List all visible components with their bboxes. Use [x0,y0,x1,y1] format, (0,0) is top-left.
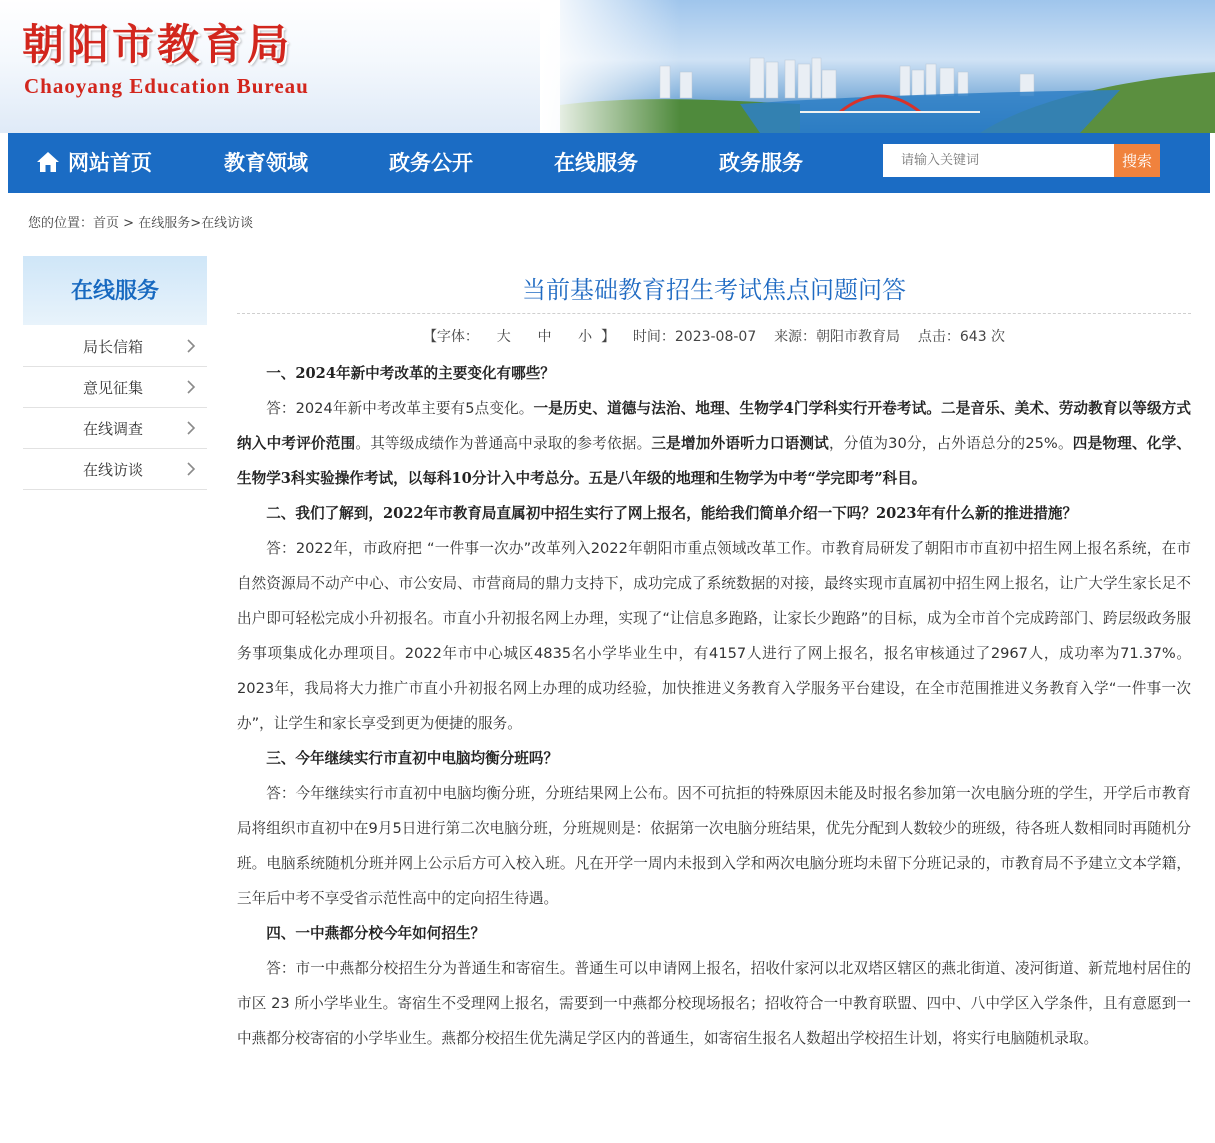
sidebar-title: 在线服务 [70,279,159,304]
breadcrumb [28,212,253,231]
nav-item-online-services[interactable]: 在线服务 [554,151,638,175]
sidebar-item-label: 意见征集 [83,379,144,397]
chevron-right-icon [185,462,197,476]
article-meta [237,326,1191,346]
sidebar-item-online-survey[interactable] [23,408,207,449]
answer-bold-text: 三是增加外语听力口语测试 [651,435,829,452]
chevron-right-icon [185,421,197,435]
question-heading: 一、2024年新中考改革的主要变化有哪些？ [266,365,555,382]
sidebar-item-label: 在线访谈 [83,461,144,479]
font-size-large-link[interactable]: 大 [496,329,511,345]
site-logo-english: Chaoyang Education Bureau [24,74,309,98]
answer-bold-text: 四是物理、化学、生物学3科实验操作考试，以每科10分计入中考总分。五是八年级的地理和生物学为中考“学完即考”科目。 [237,435,1191,487]
answer-paragraph [237,391,1191,496]
publish-time: 时间：2023-08-07 [632,329,757,345]
breadcrumb-section-link[interactable]: 在线服务 [138,216,191,231]
article-title: 当前基础教育招生考试焦点问题问答 [522,276,906,304]
font-size-medium-link[interactable]: 中 [537,329,552,345]
nav-item-label: 网站首页 [68,151,152,175]
font-size-label: 【字体： [422,329,479,345]
chevron-right-icon [185,339,197,353]
question-heading: 三、今年继续实行市直初中电脑均衡分班吗？ [266,750,559,767]
nav-item-education[interactable]: 教育领域 [224,151,308,175]
site-logo-chinese[interactable]: 朝阳市教育局 [22,20,293,69]
answer-paragraph: 答：市一中燕都分校招生分为普通生和寄宿生。普通生可以申请网上报名，招收什家河以北双塔区辖区的燕北街道、凌河街道、新荒地村居住的市区 23 所小学毕业生。寄宿生不受理网上报名，需要到一中燕都分校现场报名；招收符合一中教育联盟、四中、八中学区入学条件，且有意愿到一中燕都分校寄宿的小学毕业生。燕都分校招生优先满足学区内的普通生，如寄宿生报名人数超出学校招生计划，将实行电脑随机录取。 [237,960,1191,1047]
sidebar-menu [23,326,207,490]
question-heading: 二、我们了解到，2022年市教育局直属初中招生实行了网上报名，能给我们简单介绍一下吗？2023年有什么新的推进措施？ [266,505,1078,522]
sidebar-item-label: 局长信箱 [83,338,144,356]
font-size-small-link[interactable]: 小 [578,329,593,345]
answer-bold-text: 一是历史、道德与法治、地理、生物学4门学科实行开卷考试。二是音乐、美术、劳动教育以等级方式纳入中考评价范围 [237,400,1191,452]
breadcrumb-current-link[interactable]: 在线访谈 [201,216,254,231]
click-count: 点击：643 次 [917,329,1006,345]
answer-text: ，分值为30分，占外语总分的25%。 [828,435,1073,452]
font-size-close: 】 [601,329,616,345]
search-button[interactable]: 搜索 [1114,144,1160,177]
sidebar-item-label: 在线调查 [83,420,144,438]
header-banner [0,0,1215,133]
sidebar-item-director-mailbox[interactable] [23,326,207,367]
search-input[interactable] [883,144,1115,177]
answer-text: 答：2024年新中考改革主要有5点变化。 [266,400,534,417]
title-divider [237,313,1191,314]
chevron-right-icon [185,380,197,394]
nav-item-home[interactable] [36,133,152,193]
breadcrumb-home-link[interactable]: 首页 [93,216,120,231]
sidebar-item-opinion-collection[interactable] [23,367,207,408]
sidebar-item-online-interview[interactable] [23,449,207,490]
answer-paragraph: 答：今年继续实行市直初中电脑均衡分班，分班结果网上公布。因不可抗拒的特殊原因未能及时报名参加第一次电脑分班的学生，开学后市教育局将组织市直初中在9月5日进行第二次电脑分班，分班规则是：依据第一次电脑分班结果，优先分配到人数较少的班级，待各班人数相同时再随机分班。电脑系统随机分班并网上公示后方可入校入班。凡在开学一周内未报到入学和两次电脑分班均未留下分班记录的，市教育局不予建立文本学籍，三年后中考不享受省示范性高中的定向招生待遇。 [237,785,1191,907]
breadcrumb-separator: > [119,216,139,231]
home-icon [36,151,60,173]
nav-item-government-affairs[interactable]: 政务公开 [389,151,473,175]
article-source: 来源：朝阳市教育局 [774,329,901,345]
article-body [237,356,1191,1056]
breadcrumb-separator: > [190,216,202,231]
sidebar-header [23,256,207,325]
answer-text: 。其等级成绩作为普通高中录取的参考依据。 [355,435,652,452]
question-heading: 四、一中燕都分校今年如何招生？ [266,925,486,942]
main-nav [8,133,1210,193]
breadcrumb-prefix: 您的位置： [28,216,94,231]
answer-paragraph: 答：2022年，市政府把 “一件事一次办”改革列入2022年朝阳市重点领域改革工作。市教育局研发了朝阳市市直初中招生网上报名系统，在市自然资源局不动产中心、市公安局、市营商局的鼎力支持下，成功完成了系统数据的对接，最终实现市直属初中招生网上报名，让广大学生家长足不出户即可轻松完成小升初报名。市直小升初报名网上办理，实现了“让信息多跑路，让家长少跑路”的目标，成为全市首个完成跨部门、跨层级政务服务事项集成化办理项目。2022年市中心城区4835名小学毕业生中，有4157人进行了网上报名，报名审核通过了2967人，成功率为71.37%。2023年，我局将大力推广市直小升初报名网上办理的成功经验，加快推进义务教育入学服务平台建设，在全市范围推进义务教育入学“一件事一次办”，让学生和家长享受到更为便捷的服务。 [237,540,1191,732]
nav-item-government-services[interactable]: 政务服务 [719,151,803,175]
